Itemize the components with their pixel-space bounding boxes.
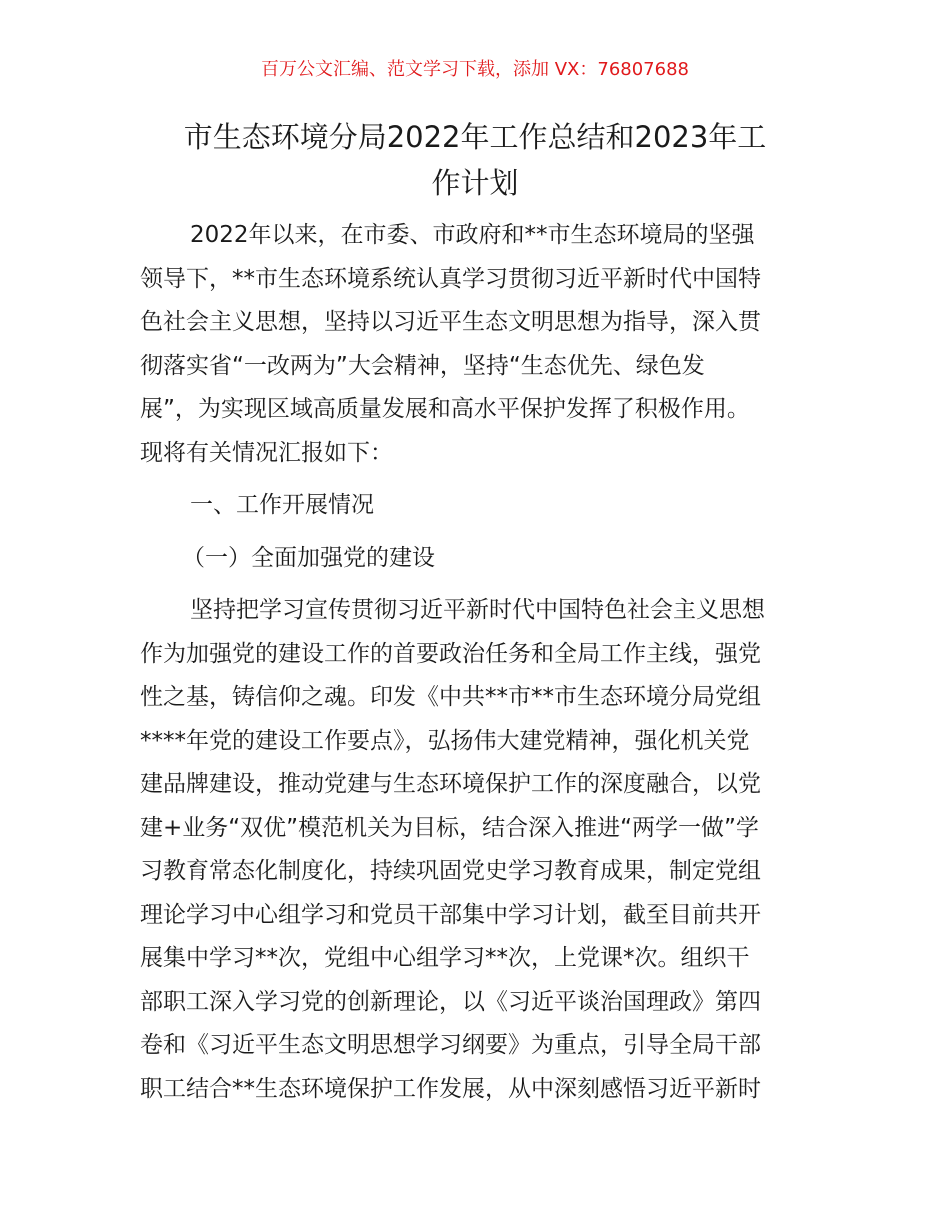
paragraph-line: 理论学习中心组学习和党员干部集中学习计划，截至目前共开	[140, 901, 761, 928]
paragraph-line: 作为加强党的建设工作的首要政治任务和全局工作主线，强党	[140, 640, 761, 667]
paragraph-line: 性之基，铸信仰之魂。印发《中共**市**市生态环境分局党组	[140, 684, 761, 710]
paragraph-line: ****年党的建设工作要点》，弘扬伟大建党精神，强化机关党	[140, 727, 750, 754]
paragraph-line: 坚持把学习宣传贯彻习近平新时代中国特色社会主义思想	[190, 597, 765, 623]
paragraph-line: 部职工深入学习党的创新理论，以《习近平谈治国理政》第四	[140, 988, 761, 1015]
document-title	[140, 114, 810, 206]
intro-line: 领导下，**市生态环境系统认真学习贯彻习近平新时代中国特	[140, 265, 761, 292]
intro-paragraph	[140, 214, 820, 475]
title-line-1: 市生态环境分局2022年工作总结和2023年工	[183, 120, 767, 154]
paragraph-line: 卷和《习近平生态文明思想学习纲要》为重点，引导全局干部	[140, 1032, 761, 1058]
intro-line: 现将有关情况汇报如下：	[140, 439, 393, 466]
paragraph-line: 建+业务“双优”模范机关为目标，结合深入推进“两学一做”学	[140, 814, 759, 841]
paragraph-line: 建品牌建设，推动党建与生态环境保护工作的深度融合，以党	[140, 771, 761, 797]
subsection-heading: （一）全面加强党的建设	[182, 545, 435, 571]
intro-line: 2022年以来，在市委、市政府和**市生态环境局的坚强	[190, 222, 755, 248]
party-building-paragraph	[140, 589, 820, 1111]
paragraph-line: 展集中学习**次，党组中心组学习**次，上党课*次。组织干	[140, 945, 750, 971]
promo-banner: 百万公文汇编、范文学习下载，添加 VX：76807688	[261, 59, 689, 80]
paragraph-line: 职工结合**生态环境保护工作发展，从中深刻感悟习近平新时	[140, 1075, 761, 1102]
section-heading: 一、工作开展情况	[190, 492, 374, 518]
intro-line: 彻落实省“一改两为”大会精神，坚持“生态优先、绿色发	[140, 352, 705, 379]
intro-line: 展”，为实现区域高质量发展和高水平保护发挥了积极作用。	[140, 396, 750, 422]
title-line-2: 作计划	[431, 166, 519, 200]
intro-line: 色社会主义思想，坚持以习近平生态文明思想为指导，深入贯	[140, 309, 761, 335]
paragraph-line: 习教育常态化制度化，持续巩固党史学习教育成果，制定党组	[140, 858, 761, 884]
